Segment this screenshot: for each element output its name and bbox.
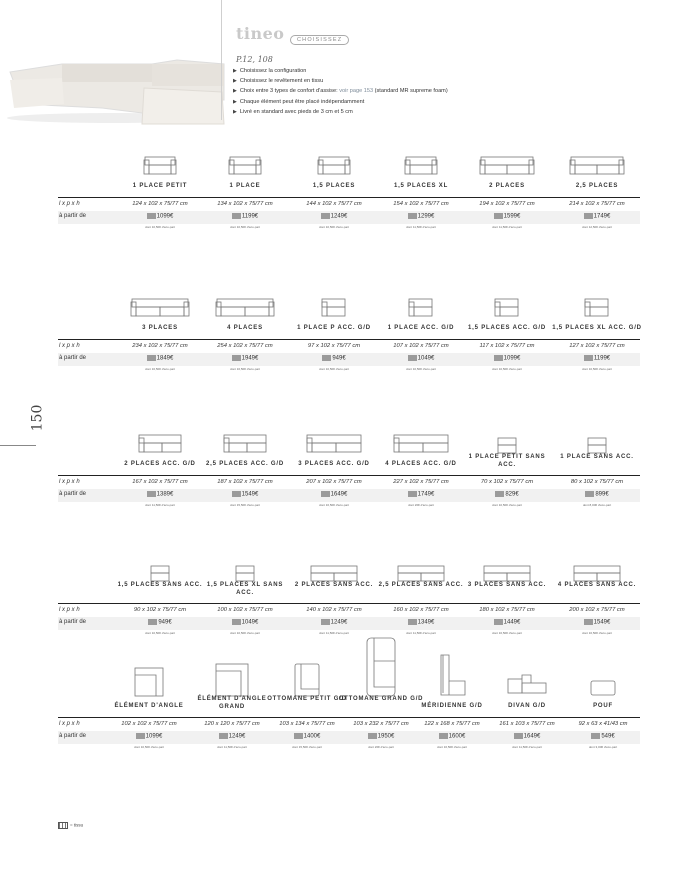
product-label: 1,5 PLACES SANS ACC. <box>117 582 203 588</box>
fabric-swatch-icon <box>232 619 241 625</box>
product-price: 949€ <box>286 355 382 362</box>
eco-part-note: dont 10,50€ d'éco-part <box>582 367 612 371</box>
eco-part-note: dont 11,50€ d'éco-part <box>217 745 247 749</box>
fabric-swatch-icon <box>232 491 241 497</box>
fabric-swatch-icon <box>584 213 593 219</box>
page-link[interactable]: voir page 153 <box>339 88 374 95</box>
product-price: 1400€ <box>259 733 355 740</box>
product-price: 1299€ <box>373 213 469 220</box>
fabric-swatch-icon <box>584 619 593 625</box>
fabric-swatch-icon <box>147 355 156 361</box>
arm1-diagram-icon <box>321 297 347 324</box>
fabric-swatch-icon <box>321 619 330 625</box>
product-label: 1,5 PLACES XL <box>393 183 449 189</box>
product-dimensions: 140 x 102 x 75/77 cm <box>306 607 362 613</box>
table-rule <box>58 339 640 340</box>
eco-part-note: dont 8,00€ d'éco-part <box>582 503 612 507</box>
product-dimensions: 124 x 102 x 75/77 cm <box>132 201 188 207</box>
product-price: 1249€ <box>286 213 382 220</box>
arm1-diagram-icon <box>584 297 610 324</box>
product-price: 1349€ <box>373 619 469 626</box>
fabric-swatch-icon <box>148 619 157 625</box>
product-price: 949€ <box>112 619 208 626</box>
table-rule <box>58 475 640 476</box>
product-dimensions: 103 x 232 x 75/77 cm <box>353 721 409 727</box>
product-dimensions: 122 x 168 x 75/77 cm <box>424 721 480 727</box>
fabric-swatch-icon <box>439 733 448 739</box>
product-dimensions: 120 x 120 x 75/77 cm <box>204 721 260 727</box>
eco-part-note: dont 10,50€ d'éco-part <box>492 367 522 371</box>
price-row-label: à partir de <box>59 491 87 497</box>
feature-item: ▶ Choix entre 3 types de confort d'assise: voir page 153 (standard MR supreme foam) <box>233 88 448 95</box>
product-label: DIVAN G/D <box>508 703 546 709</box>
arm2-diagram-icon <box>223 433 267 460</box>
product-label: POUF <box>593 703 613 709</box>
eco-part-note: dont 11,50€ d'éco-part <box>492 225 522 229</box>
fabric-swatch-icon <box>494 619 503 625</box>
feature-item: ▶ Choisissez le revêtement en tissu <box>233 78 324 85</box>
fabric-swatch-icon <box>58 822 68 829</box>
fabric-swatch-icon <box>322 355 331 361</box>
sofa2-diagram-icon <box>569 155 625 182</box>
table-rule <box>58 197 640 198</box>
product-dimensions: 200 x 102 x 75/77 cm <box>569 607 625 613</box>
product-dimensions: 214 x 102 x 75/77 cm <box>569 201 625 207</box>
bullet-triangle-icon: ▶ <box>233 68 237 74</box>
fabric-swatch-icon <box>585 491 594 497</box>
product-dimensions: 207 x 102 x 75/77 cm <box>306 479 362 485</box>
eco-part-note: dont 11,50€ d'éco-part <box>319 631 349 635</box>
eco-part-note: dont 16,50€ d'éco-part <box>145 367 175 371</box>
product-price: 1749€ <box>549 213 645 220</box>
product-price: 899€ <box>549 491 645 498</box>
product-dimensions: 100 x 102 x 75/77 cm <box>217 607 273 613</box>
eco-part-note: dont 11,50€ d'éco-part <box>145 503 175 507</box>
product-label: ÉLÉMENT D'ANGLE GRAND <box>197 696 267 710</box>
eco-part-note: dont 10,50€ d'éco-part <box>230 631 260 635</box>
product-dimensions: 161 x 103 x 75/77 cm <box>499 721 555 727</box>
eco-part-note: dont 11,50€ d'éco-part <box>512 745 542 749</box>
sofa-diagram-icon <box>143 155 177 182</box>
bullet-triangle-icon: ▶ <box>233 108 237 115</box>
legend: = tissu <box>58 822 83 829</box>
fabric-swatch-icon <box>147 491 156 497</box>
eco-part-note: dont 12,50€ d'éco-part <box>582 225 612 229</box>
product-dimensions: 117 x 102 x 75/77 cm <box>479 343 535 349</box>
product-price: 1249€ <box>184 733 280 740</box>
product-label: 1 PLACE P ACC. G/D <box>297 325 371 331</box>
product-label: 3 PLACES ACC. G/D <box>298 461 370 467</box>
product-dimensions: 80 x 102 x 75/77 cm <box>570 479 624 485</box>
divan-diagram-icon <box>507 673 547 702</box>
sofa2-diagram-icon <box>479 155 535 182</box>
fabric-swatch-icon <box>321 491 330 497</box>
eco-part-note: dont 16,50€ d'éco-part <box>319 503 349 507</box>
table-rule <box>58 603 640 604</box>
eco-part-note: dont 10,50€ d'éco-part <box>134 745 164 749</box>
fabric-swatch-icon <box>232 213 241 219</box>
product-dimensions: 167 x 102 x 75/77 cm <box>132 479 188 485</box>
product-price: 1950€ <box>333 733 429 740</box>
arm2-diagram-icon <box>138 433 182 460</box>
sofa3-diagram-icon <box>130 297 190 324</box>
product-price: 1099€ <box>112 213 208 220</box>
table-rule <box>58 717 640 718</box>
product-label: 3 PLACES <box>142 325 178 331</box>
sofa3-diagram-icon <box>215 297 275 324</box>
fabric-swatch-icon <box>514 733 523 739</box>
page-title: tineo <box>236 24 285 43</box>
product-dimensions: 103 x 134 x 75/77 cm <box>279 721 335 727</box>
product-label: 2 PLACES SANS ACC. <box>294 582 374 588</box>
feature-list <box>233 66 448 117</box>
sofa-diagram-icon <box>228 155 262 182</box>
fabric-swatch-icon <box>136 733 145 739</box>
eco-part-note: dont 16,50€ d'éco-part <box>437 745 467 749</box>
dims-row-label: l x p x h <box>59 479 80 485</box>
product-label: 1,5 PLACES ACC. G/D <box>468 325 546 331</box>
product-label: 2 PLACES ACC. G/D <box>124 461 196 467</box>
price-row-label: à partir de <box>59 733 87 739</box>
product-price: 1649€ <box>479 733 575 740</box>
price-row-label: à partir de <box>59 213 87 219</box>
eco-part-note: dont 11,50€ d'éco-part <box>406 225 436 229</box>
product-price: 1199€ <box>549 355 645 362</box>
eco-part-note: dont 3,00€ d'éco-part <box>588 745 618 749</box>
bullet-triangle-icon: ▶ <box>233 98 237 105</box>
product-dimensions: 127 x 102 x 75/77 cm <box>569 343 625 349</box>
product-label: 1,5 PLACES XL SANS ACC. <box>206 582 284 596</box>
product-dimensions: 234 x 102 x 75/77 cm <box>132 343 188 349</box>
product-dimensions: 180 x 102 x 75/77 cm <box>479 607 535 613</box>
eco-part-note: dont 10,50€ d'éco-part <box>230 225 260 229</box>
feature-item: ▶ Choisissez la configuration <box>233 68 307 74</box>
product-dimensions: 97 x 102 x 75/77 cm <box>307 343 361 349</box>
eco-part-note: dont 16,50€ d'éco-part <box>230 367 260 371</box>
product-dimensions: 134 x 102 x 75/77 cm <box>217 201 273 207</box>
arm3-diagram-icon <box>393 433 449 460</box>
product-label: 2 PLACES <box>489 183 525 189</box>
arm1-diagram-icon <box>494 297 520 324</box>
product-price: 1649€ <box>286 491 382 498</box>
price-row-label: à partir de <box>59 355 87 361</box>
product-price: 1249€ <box>286 619 382 626</box>
eco-part-note: dont 15,50€ d'éco-part <box>230 503 260 507</box>
product-label: OTTOMANE PETIT G/D <box>267 696 347 702</box>
eco-part-note: dont 20€ d'éco-part <box>368 745 394 749</box>
eco-part-note: dont 10,50€ d'éco-part <box>406 367 436 371</box>
eco-part-note: dont 10,50€ d'éco-part <box>492 503 522 507</box>
dims-row-label: l x p x h <box>59 201 80 207</box>
product-price: 1549€ <box>549 619 645 626</box>
product-label: OTTOMANE GRAND G/D <box>338 696 424 702</box>
product-price: 1049€ <box>373 355 469 362</box>
sofa-diagram-icon <box>317 155 351 182</box>
fabric-swatch-icon <box>494 213 503 219</box>
product-price: 1449€ <box>459 619 555 626</box>
fabric-swatch-icon <box>408 619 417 625</box>
product-label: 4 PLACES <box>227 325 263 331</box>
dims-row-label: l x p x h <box>59 343 80 349</box>
product-price: 1599€ <box>459 213 555 220</box>
product-dimensions: 107 x 102 x 75/77 cm <box>393 343 449 349</box>
sofa-photo <box>2 42 230 126</box>
product-label: 2,5 PLACES ACC. G/D <box>206 461 284 467</box>
product-price: 1849€ <box>112 355 208 362</box>
arm1-diagram-icon <box>408 297 434 324</box>
eco-part-note: dont 10,50€ d'éco-part <box>319 367 349 371</box>
product-price: 1389€ <box>112 491 208 498</box>
dims-row-label: l x p x h <box>59 607 80 613</box>
product-dimensions: 187 x 102 x 75/77 cm <box>217 479 273 485</box>
page-reference: P.12, 108 <box>236 55 273 64</box>
eco-part-note: dont 15,50€ d'éco-part <box>292 745 322 749</box>
fabric-swatch-icon <box>584 355 593 361</box>
product-label: 1,5 PLACES <box>312 183 356 189</box>
product-label: 1 PLACE SANS ACC. <box>560 454 634 460</box>
eco-part-note: dont 10,50€ d'éco-part <box>145 225 175 229</box>
eco-part-note: dont 10,50€ d'éco-part <box>145 631 175 635</box>
fabric-swatch-icon <box>495 491 504 497</box>
fabric-swatch-icon <box>368 733 377 739</box>
eco-part-note: dont 20€ d'éco-part <box>408 503 434 507</box>
page-number-rule <box>0 445 36 446</box>
choose-badge: CHOISISSEZ <box>290 35 349 45</box>
product-price: 829€ <box>459 491 555 498</box>
fabric-swatch-icon <box>147 213 156 219</box>
product-dimensions: 160 x 102 x 75/77 cm <box>393 607 449 613</box>
eco-part-note: dont 16,50€ d'éco-part <box>492 631 522 635</box>
product-label: 1 PLACE PETIT <box>132 183 188 189</box>
product-label: ÉLÉMENT D'ANGLE <box>114 703 184 709</box>
feature-item: ▶ Livré en standard avec pieds de 3 cm et 5 cm <box>233 108 353 115</box>
product-label: 1 PLACE PETIT SANS ACC. <box>468 454 546 468</box>
fabric-swatch-icon <box>219 733 228 739</box>
bullet-triangle-icon: ▶ <box>233 78 237 85</box>
fabric-swatch-icon <box>294 733 303 739</box>
page-number: 150 <box>29 404 46 432</box>
product-label: 4 PLACES ACC. G/D <box>385 461 457 467</box>
product-price: 549€ <box>555 733 651 740</box>
feature-item: ▶ Chaque élément peut être placé indépendamment <box>233 98 365 105</box>
pouf-diagram-icon <box>590 679 616 702</box>
corner-diagram-icon <box>134 667 164 702</box>
product-label: MÉRIDIENNE G/D <box>421 703 483 709</box>
product-price: 1099€ <box>101 733 197 740</box>
product-dimensions: 154 x 102 x 75/77 cm <box>393 201 449 207</box>
product-dimensions: 254 x 102 x 75/77 cm <box>217 343 273 349</box>
product-price: 1600€ <box>404 733 500 740</box>
product-label: 2,5 PLACES <box>575 183 619 189</box>
product-price: 1549€ <box>197 491 293 498</box>
product-label: 2,5 PLACES SANS ACC. <box>378 582 464 588</box>
product-label: 1,5 PLACES XL ACC. G/D <box>552 325 642 331</box>
product-dimensions: 194 x 102 x 75/77 cm <box>479 201 535 207</box>
fabric-swatch-icon <box>408 355 417 361</box>
ottoman2-diagram-icon <box>366 637 396 702</box>
sofa-diagram-icon <box>404 155 438 182</box>
product-dimensions: 227 x 102 x 75/77 cm <box>393 479 449 485</box>
meridienne-diagram-icon <box>437 653 467 702</box>
header <box>0 0 700 140</box>
bullet-triangle-icon: ▶ <box>233 88 237 95</box>
fabric-swatch-icon <box>408 213 417 219</box>
product-price: 1099€ <box>459 355 555 362</box>
fabric-swatch-icon <box>321 213 330 219</box>
eco-part-note: dont 11,50€ d'éco-part <box>406 631 436 635</box>
fabric-swatch-icon <box>232 355 241 361</box>
product-label: 3 PLACES SANS ACC. <box>467 582 547 588</box>
product-label: 1 PLACE ACC. G/D <box>387 325 455 331</box>
product-dimensions: 144 x 102 x 75/77 cm <box>306 201 362 207</box>
product-price: 1949€ <box>197 355 293 362</box>
fabric-swatch-icon <box>408 491 417 497</box>
product-price: 1749€ <box>373 491 469 498</box>
fabric-swatch-icon <box>494 355 503 361</box>
product-label: 4 PLACES SANS ACC. <box>557 582 637 588</box>
eco-part-note: dont 10,50€ d'éco-part <box>319 225 349 229</box>
arm3-diagram-icon <box>306 433 362 460</box>
product-dimensions: 92 x 63 x 41/43 cm <box>578 721 628 727</box>
product-label: 1 PLACE <box>229 183 261 189</box>
fabric-swatch-icon <box>591 733 600 739</box>
product-dimensions: 90 x 102 x 75/77 cm <box>133 607 187 613</box>
product-dimensions: 70 x 102 x 75/77 cm <box>480 479 534 485</box>
product-price: 1199€ <box>197 213 293 220</box>
price-row-label: à partir de <box>59 619 87 625</box>
dims-row-label: l x p x h <box>59 721 80 727</box>
eco-part-note: dont 16,50€ d'éco-part <box>582 631 612 635</box>
product-dimensions: 102 x 102 x 75/77 cm <box>121 721 177 727</box>
product-price: 1049€ <box>197 619 293 626</box>
